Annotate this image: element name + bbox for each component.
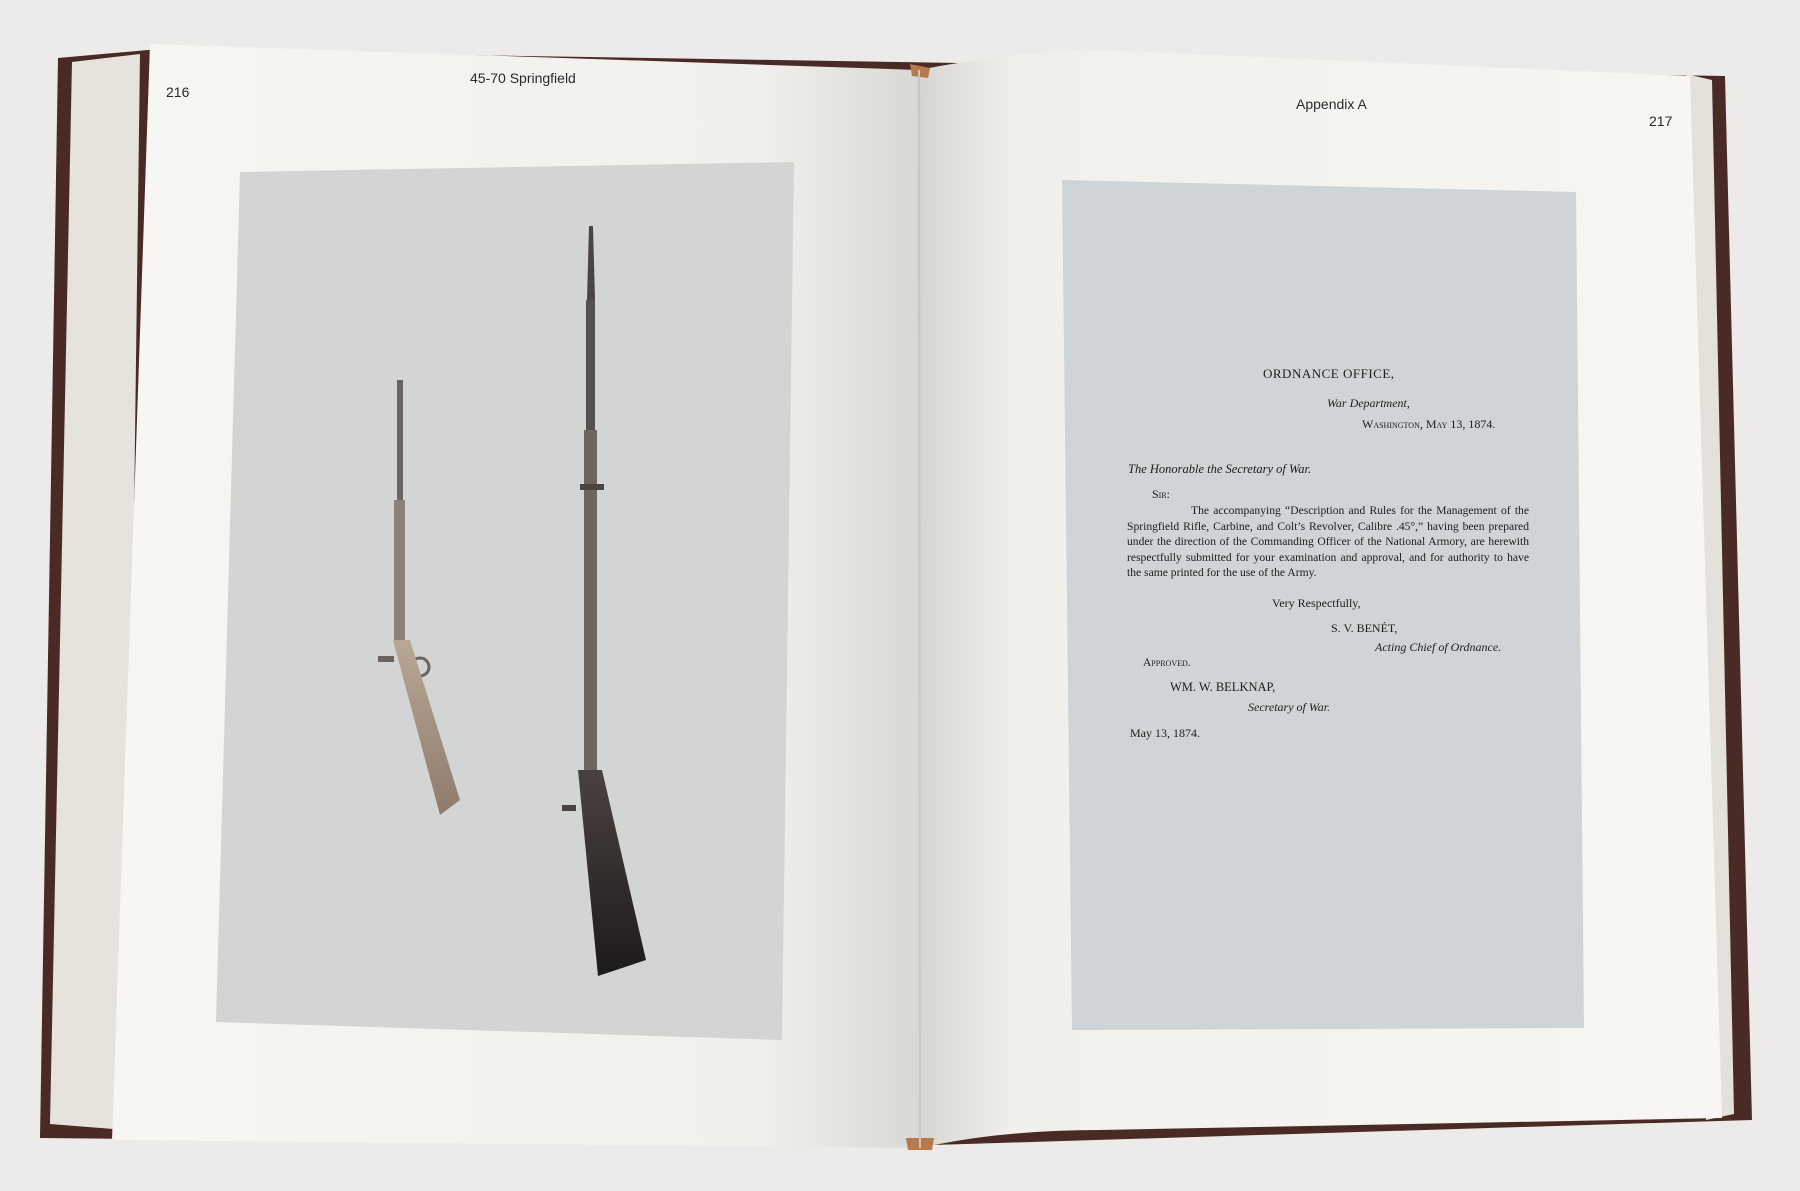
letter-body: The accompanying “Description and Rules for the Management of the Springfield Rifle, Carbine, and Colt’s Revolver, Calibre .45°,” having been prepared under the direction of the Commanding Officer of the National Armory, are herewith respectfully submitted for your examination and approval, and for authority to have the same printed for the use of the Army. [1127, 504, 1529, 580]
letter-salutation: Sir: [1152, 487, 1171, 501]
letter-closing: Very Respectfully, [1272, 596, 1361, 610]
letter-approver-title: Secretary of War. [1248, 700, 1331, 714]
right-running-head: Appendix A [1296, 96, 1367, 112]
letter-signer-title: Acting Chief of Ordnance. [1375, 640, 1502, 654]
letter-approval-date: May 13, 1874. [1130, 726, 1200, 740]
letter-place-date: Washington, May 13, 1874. [1362, 417, 1496, 431]
letter-department: War Department, [1327, 396, 1410, 410]
letter-office: ORDNANCE OFFICE, [1263, 366, 1395, 381]
letter-signer-name: S. V. BENÉT, [1331, 621, 1398, 635]
letter-addressee: The Honorable the Secretary of War. [1128, 462, 1312, 476]
left-running-head: 45-70 Springfield [470, 70, 576, 86]
letter-approved-label: Approved. [1143, 657, 1191, 669]
letter-approver-name: WM. W. BELKNAP, [1170, 680, 1276, 694]
left-page-number: 216 [166, 84, 190, 100]
right-page-number: 217 [1649, 113, 1673, 129]
rifle-plate [216, 162, 794, 1040]
